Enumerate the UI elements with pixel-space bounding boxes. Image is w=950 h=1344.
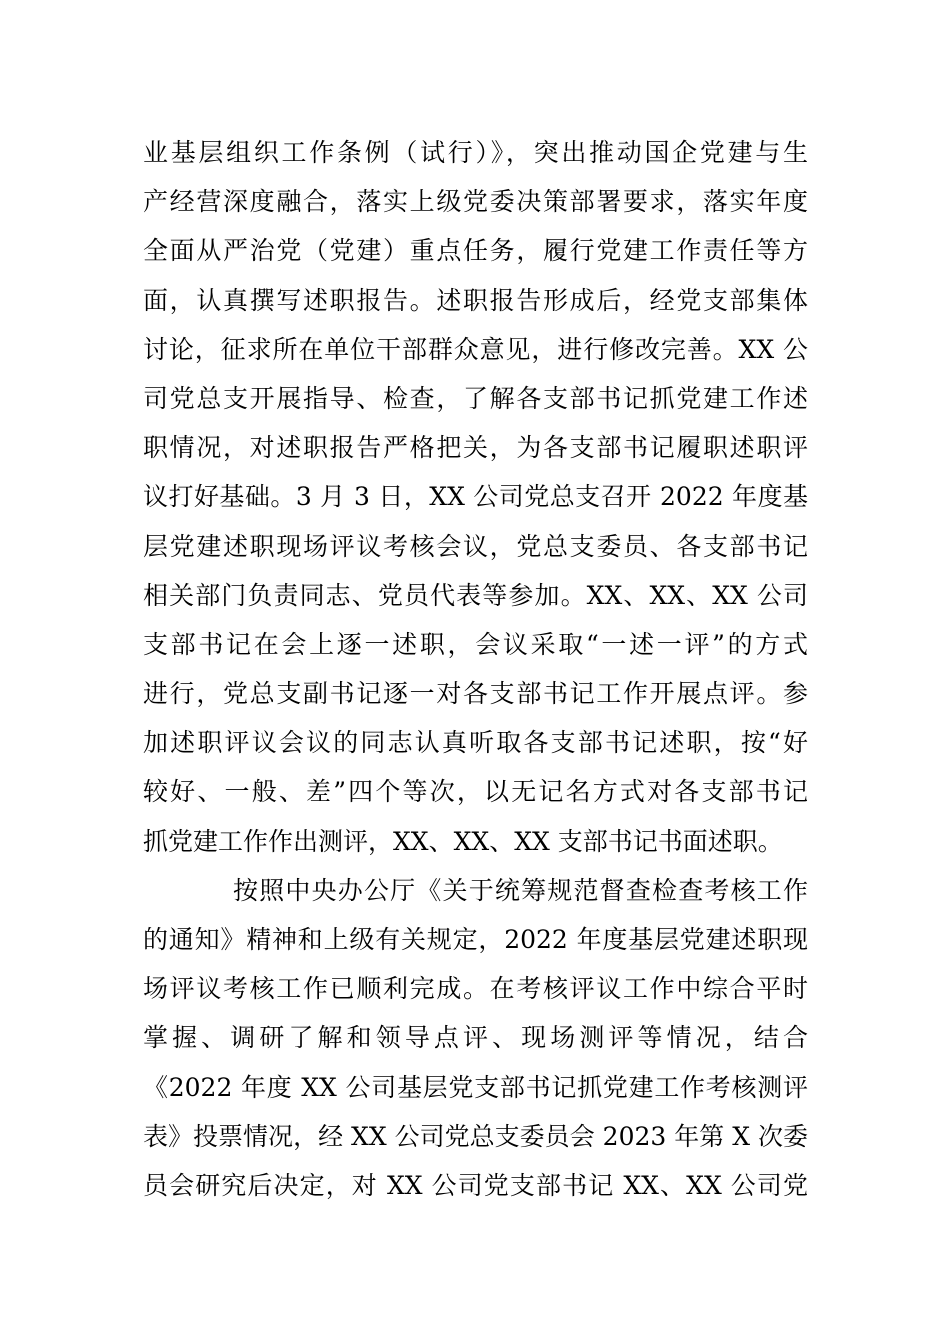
- text-line: 司党总支开展指导、检查，了解各支部书记抓党建工作述: [143, 383, 808, 413]
- text-line: 业基层组织工作条例（试行）》，突出推动国企党建与生: [143, 138, 808, 167]
- text-line: 相关部门负责同志、党员代表等参加。XX、XX、XX 公司: [143, 580, 808, 610]
- text-line: 表》投票情况，经 XX 公司党总支委员会 2023 年第 X 次委: [143, 1121, 808, 1151]
- text-line: 层党建述职现场评议考核会议，党总支委员、各支部书记: [143, 531, 808, 561]
- text-line: 加述职评议会议的同志认真听取各支部书记述职，按“好: [143, 728, 808, 758]
- text-line: 场评议考核工作已顺利完成。在考核评议工作中综合平时: [143, 974, 808, 1004]
- text-line: 进行，党总支副书记逐一对各支部书记工作开展点评。参: [143, 679, 808, 709]
- text-line: 较好、一般、差”四个等次，以无记名方式对各支部书记: [143, 777, 808, 807]
- text-line: 支部书记在会上逐一述职，会议采取“一述一评”的方式: [143, 629, 808, 659]
- text-line: 掌握、调研了解和领导点评、现场测评等情况，结合: [143, 1023, 808, 1053]
- text-line: 员会研究后决定，对 XX 公司党支部书记 XX、XX 公司党: [143, 1170, 808, 1200]
- text-line: 产经营深度融合，落实上级党委决策部署要求，落实年度: [143, 187, 808, 217]
- text-line-paragraph-end: 抓党建工作作出测评，XX、XX、XX 支部书记书面述职。: [143, 826, 783, 856]
- text-line: 《2022 年度 XX 公司基层党支部书记抓党建工作考核测评: [143, 1072, 808, 1102]
- text-line: 面，认真撰写述职报告。述职报告形成后，经党支部集体: [143, 285, 808, 315]
- text-line: 议打好基础。3 月 3 日，XX 公司党总支召开 2022 年度基: [143, 482, 808, 512]
- text-line-paragraph-start: 按照中央办公厅《关于统筹规范督查检查考核工作: [233, 875, 808, 905]
- text-line: 全面从严治党（党建）重点任务，履行党建工作责任等方: [143, 236, 808, 266]
- text-line: 讨论，征求所在单位干部群众意见，进行修改完善。XX 公: [143, 334, 808, 364]
- text-line: 职情况，对述职报告严格把关，为各支部书记履职述职评: [143, 433, 808, 463]
- text-line: 的通知》精神和上级有关规定，2022 年度基层党建述职现: [143, 925, 808, 954]
- body-text: [143, 128, 808, 1210]
